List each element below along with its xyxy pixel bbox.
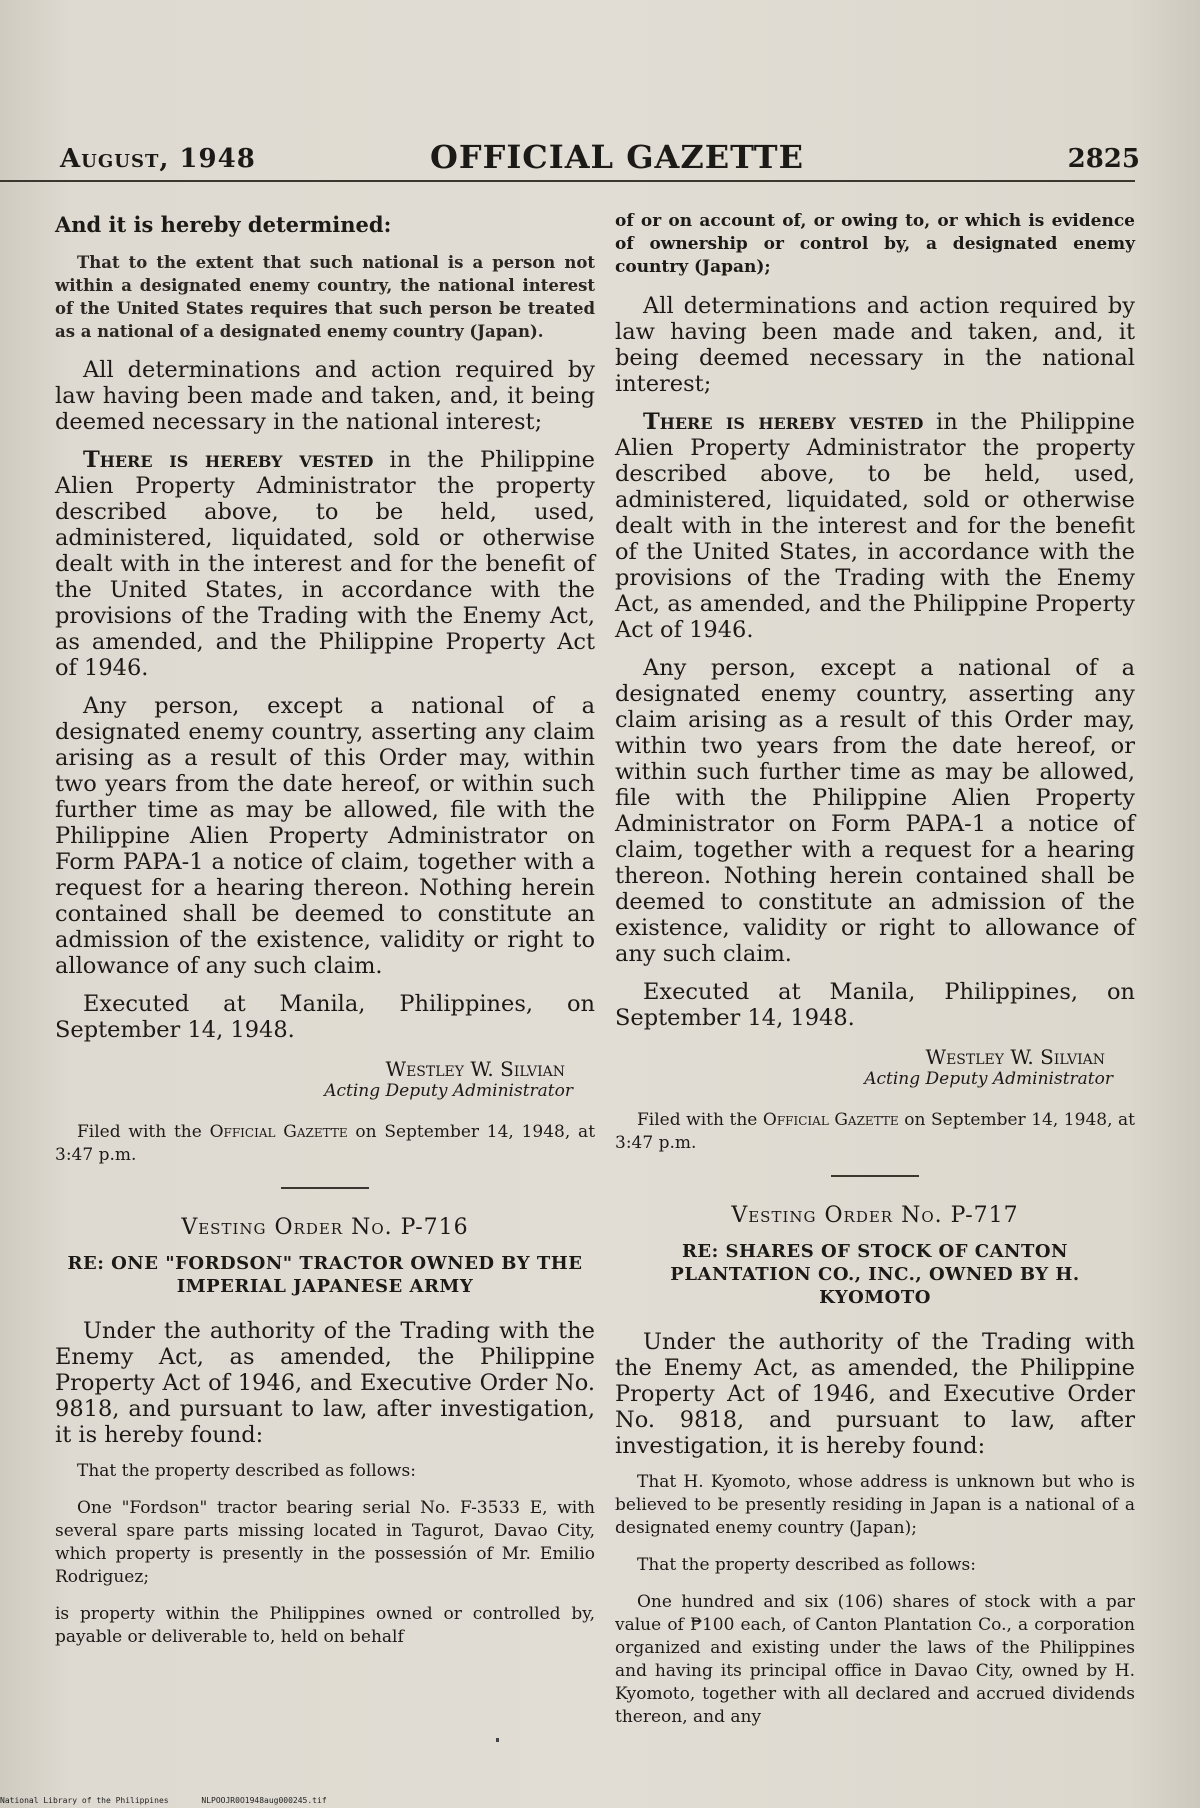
filed-text-a: Filed with the <box>637 1110 763 1130</box>
page-mark <box>496 1738 499 1742</box>
header-date: August, 1948 <box>60 144 256 174</box>
page-header <box>60 138 1140 182</box>
claim-paragraph: Any person, except a national of a designated enemy country, asserting any claim arising as a result of this Order may, within two years from the date hereof, or within such further time as may be allowed, file with the Philippine Alien Property Administrator on Form PAPA-1 a notice of claim, together with a request for a hearing thereon. Nothing herein contained shall be deemed to constitute an admission of the existence, validity or right to allowance of any such claim. <box>55 693 595 979</box>
determination-lead: And it is hereby determined: <box>55 212 392 237</box>
header-publication-title: OFFICIAL GAZETTE <box>430 138 804 176</box>
property-lead: That the property described as follows: <box>77 1461 416 1481</box>
filed-text-a: Filed with the <box>77 1122 210 1142</box>
vesting-order-subject: RE: SHARES OF STOCK OF CANTON PLANTATION CO., INC., OWNED BY H. KYOMOTO <box>670 1241 1080 1308</box>
section-divider <box>831 1175 919 1177</box>
authority-paragraph: Under the authority of the Trading with the Enemy Act, as amended, the Philippine Property Act of 1946, and Executive Order No. 9818, and pursuant to law, after investigation, it is hereby found: <box>615 1329 1135 1459</box>
vesting-order-title: Vesting Order No. P-717 <box>731 1203 1019 1228</box>
left-column <box>55 200 595 1663</box>
property-description: One hundred and six (106) shares of stock with a par value of ₱100 each, of Canton Plantation Co., a corporation organized and existing under the laws of the Philippines and having its principal office in Davao City, owned by H. Kyomoto, together with all declared and accrued dividends thereon, and any <box>615 1592 1135 1727</box>
property-description: One "Fordson" tractor bearing serial No. F-3533 E, with several spare parts missing located in Tagurot, Davao City, which property is presently in the possessión of Mr. Emilio Rodriguez; <box>55 1498 595 1587</box>
vesting-text: in the Philippine Alien Property Administrator the property described above, to be held, used, administered, liquidated, sold or otherwise dealt with in the interest and for the benefit of the United States, in accordance with the provisions of the Trading with the Enemy Act, as amended, and the Philippine Property Act of 1946. <box>615 409 1135 643</box>
filed-text-b: on September 14, 1948, at 3:47 p.m. <box>615 1110 1136 1153</box>
right-column <box>615 200 1135 1743</box>
footer-filename: NLPOOJR0O1948aug000245.tif <box>201 1796 327 1805</box>
filed-text-b: on September 14, 1948, at 3:47 p.m. <box>55 1122 596 1165</box>
vesting-order-subject: RE: ONE "FORDSON" TRACTOR OWNED BY THE IMPERIAL JAPANESE ARMY <box>67 1253 583 1297</box>
executed-paragraph: Executed at Manila, Philippines, on September 14, 1948. <box>55 991 595 1043</box>
header-rule <box>0 180 1135 182</box>
filed-notice <box>55 1121 595 1167</box>
vesting-paragraph <box>55 447 595 681</box>
property-lead: That the property described as follows: <box>637 1555 976 1575</box>
determination-text: That to the extent that such national is a person not within a designated enemy country, the national interest of the United States requires that such person be treated as a national of a designated enemy country (Japan). <box>55 253 595 341</box>
vesting-text: in the Philippine Alien Property Administrator the property described above, to be held, used, administered, liquidated, sold or otherwise dealt with in the interest and for the benefit of the United States, in accordance with the provisions of the Trading with the Enemy Act, as amended, and the Philippine Property Act of 1946. <box>55 447 595 681</box>
authority-paragraph: Under the authority of the Trading with the Enemy Act, as amended, the Philippine Property Act of 1946, and Executive Order No. 9818, and pursuant to law, after investigation, it is hereby found: <box>55 1318 595 1448</box>
header-page-number: 2825 <box>1067 144 1140 174</box>
determinations-paragraph: All determinations and action required by law having been made and taken, and, it being deemed necessary in the national interest; <box>55 357 595 435</box>
determinations-paragraph: All determinations and action required by law having been made and taken, and, it being deemed necessary in the national interest; <box>615 293 1135 397</box>
signatory-title: Acting Deputy Administrator <box>864 1069 1113 1089</box>
finding-paragraph: That H. Kyomoto, whose address is unknown but who is believed to be presently residing in Japan is a national of a designated enemy country (Japan); <box>615 1472 1135 1538</box>
continuation-text: of or on account of, or owing to, or which is evidence of ownership or control by, a designated enemy country (Japan); <box>615 211 1135 277</box>
property-continuation: is property within the Philippines owned or controlled by, payable or deliverable to, held on behalf <box>55 1604 595 1647</box>
claim-paragraph: Any person, except a national of a designated enemy country, asserting any claim arising as a result of this Order may, within two years from the date hereof, or within such further time as may be allowed, file with the Philippine Alien Property Administrator on Form PAPA-1 a notice of claim, together with a request for a hearing thereon. Nothing herein contained shall be deemed to constitute an admission of the existence, validity or right to allowance of any such claim. <box>615 655 1135 967</box>
vesting-paragraph <box>615 409 1135 643</box>
scan-footer <box>0 1796 355 1805</box>
section-divider <box>281 1187 369 1189</box>
vesting-lead: There is hereby vested <box>643 409 924 435</box>
executed-paragraph: Executed at Manila, Philippines, on September 14, 1948. <box>615 979 1135 1031</box>
filed-gazette-name: Official Gazette <box>762 1110 899 1130</box>
footer-library: National Library of the Philippines <box>0 1796 169 1805</box>
vesting-order-title: Vesting Order No. P-716 <box>181 1215 469 1240</box>
signatory-name: Westley W. Silvian <box>385 1057 565 1081</box>
signatory-title: Acting Deputy Administrator <box>324 1081 573 1101</box>
filed-gazette-name: Official Gazette <box>209 1122 348 1142</box>
vesting-lead: There is hereby vested <box>83 447 374 473</box>
filed-notice <box>615 1109 1135 1155</box>
signatory-name: Westley W. Silvian <box>925 1045 1105 1069</box>
